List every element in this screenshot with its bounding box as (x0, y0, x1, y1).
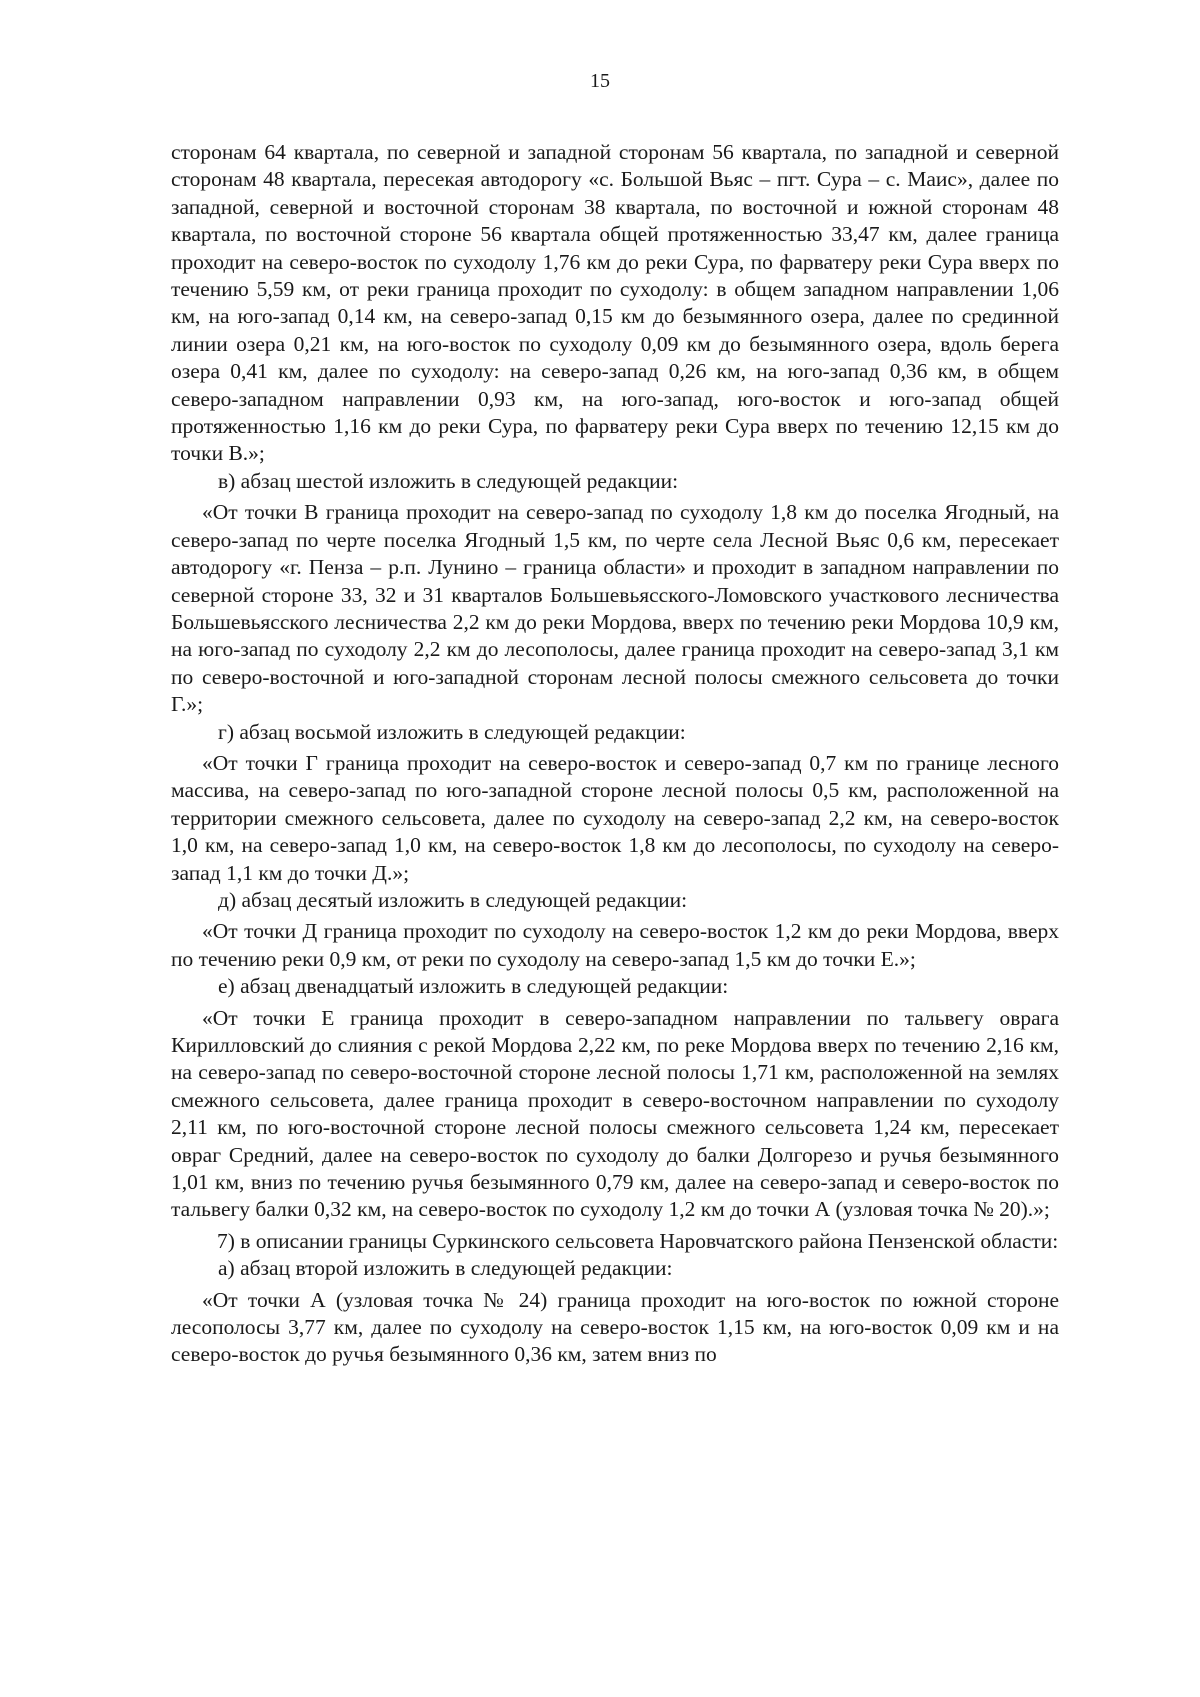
document-body (171, 139, 1059, 1369)
page-number: 15 (590, 70, 610, 92)
amendment-item-g: г) абзац восьмой изложить в следующей редакции: (218, 719, 686, 744)
section-item-7: 7) в описании границы Суркинского сельсовета Наровчатского района Пензенской области: (217, 1228, 1059, 1253)
paragraph-continuation: сторонам 64 квартала, по северной и западной сторонам 56 квартала, по западной и северной сторонам 48 квартала, пересекая автодорогу «с. Большой Вьяс – пгт. Сура – с. Маис», далее по западной, северной и восточной сторонам 38 квартала, по восточной и южной сторонам 48 квартала, по восточной стороне 56 квартала общей протяженностью 33,47 км, далее граница проходит на северо-восток по суходолу 1,76 км до реки Сура, по фарватеру реки Сура вверх по течению 5,59 км, от реки граница проходит по суходолу: в общем западном направлении 1,06 км, на юго-запад 0,14 км, на северо-запад 0,15 км до безымянного озера, далее по срединной линии озера 0,21 км, на юго-восток по суходолу 0,09 км до безымянного озера, вдоль берега озера 0,41 км, далее по суходолу: на северо-запад 0,26 км, на юго-запад 0,36 км, в общем северо-западном направлении 0,93 км, на юго-запад, юго-восток и юго-запад общей протяженностью 1,16 км до реки Сура, по фарватеру реки Сура вверх по течению 12,15 км до точки В.»; (171, 140, 1059, 466)
quoted-paragraph-e: «От точки Е граница проходит в северо-западном направлении по тальвегу оврага Кирилловский до слияния с рекой Мордова 2,22 км, по реке Мордова вверх по течению 2,16 км, на северо-запад по северо-восточной стороне лесной полосы 1,71 км, расположенной на землях смежного сельсовета, далее граница проходит в северо-восточном направлении по суходолу 2,11 км, по юго-восточной стороне лесной полосы смежного сельсовета 1,24 км, пересекает овраг Средний, далее на северо-восток по суходолу до балки Долгорезо и ручья безымянного 1,01 км, вниз по течению ручья безымянного 0,79 км, далее на северо-запад и северо-восток по тальвегу балки 0,32 км, на северо-восток по суходолу 1,2 км до точки А (узловая точка № 20).»; (171, 1005, 1059, 1222)
quoted-paragraph-v: «От точки В граница проходит на северо-запад по суходолу 1,8 км до поселка Ягодный, на северо-запад по черте поселка Ягодный 1,5 км, по черте села Лесной Вьяс 0,6 км, пересекает автодорогу «г. Пенза – р.п. Лунино – граница области» и проходит в западном направлении по северной стороне 33, 32 и 31 кварталов Большевьясского-Ломовского участкового лесничества Большевьясского лесничества 2,2 км до реки Мордова, вверх по течению реки Мордова 10,9 км, на юго-запад по суходолу 2,2 км до лесополосы, далее граница проходит на северо-запад 3,1 км по северо-восточной и юго-западной сторонам лесной полосы смежного сельсовета до точки Г.»; (171, 500, 1059, 717)
amendment-item-v: в) абзац шестой изложить в следующей редакции: (218, 468, 679, 493)
quoted-paragraph-g: «От точки Г граница проходит на северо-восток и северо-запад 0,7 км по границе лесного массива, на северо-запад по юго-западной стороне лесной полосы 0,5 км, расположенной на территории смежного сельсовета, далее по суходолу на северо-запад 2,2 км, на северо-восток 1,0 км, на северо-запад 1,0 км, на северо-восток 1,8 км до лесополосы, по суходолу на северо-запад 1,1 км до точки Д.»; (171, 750, 1059, 885)
amendment-item-a: а) абзац второй изложить в следующей редакции: (218, 1256, 673, 1281)
amendment-item-d: д) абзац десятый изложить в следующей редакции: (218, 887, 688, 912)
quoted-paragraph-a: «От точки А (узловая точка № 24) граница проходит на юго-восток по южной стороне лесополосы 3,77 км, далее по суходолу на северо-восток 1,15 км, на юго-восток 0,09 км и на северо-восток до ручья безымянного 0,36 км, затем вниз по (171, 1287, 1059, 1367)
amendment-item-e: е) абзац двенадцатый изложить в следующей редакции: (218, 974, 729, 999)
quoted-paragraph-d: «От точки Д граница проходит по суходолу на северо-восток 1,2 км до реки Мордова, вверх по течению реки 0,9 км, от реки по суходолу на северо-запад 1,5 км до точки Е.»; (171, 919, 1059, 971)
